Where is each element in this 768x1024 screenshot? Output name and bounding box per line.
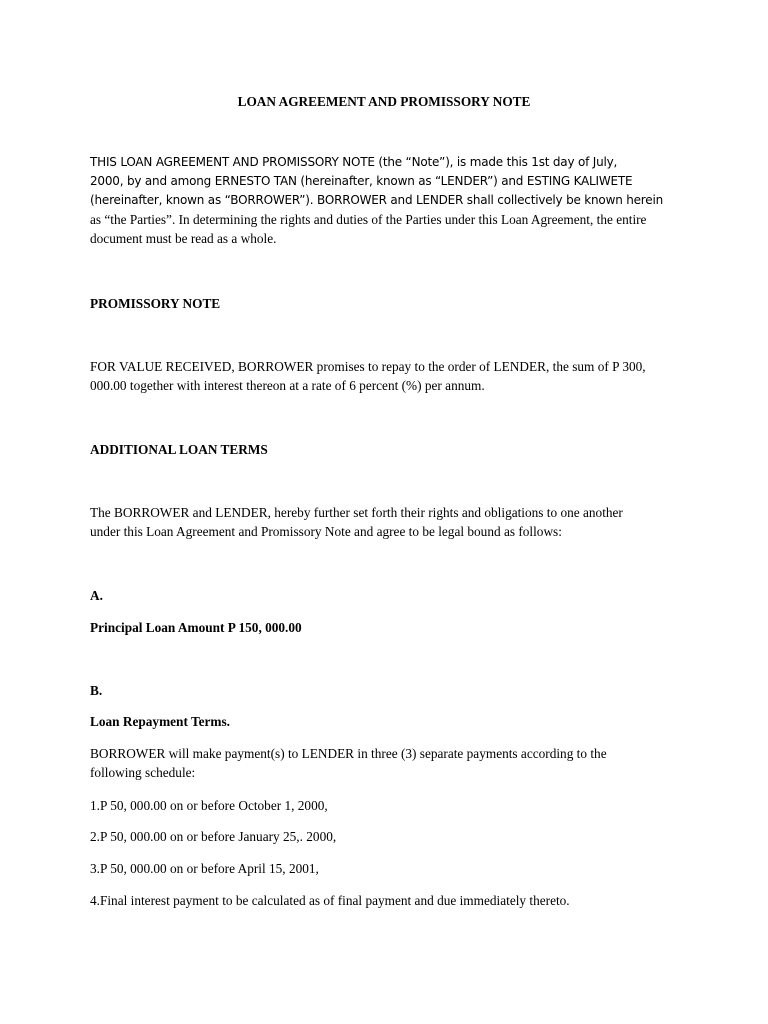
promissory-line-2: 000.00 together with interest thereon at a rate of 6 percent (%) per annum.	[90, 378, 485, 393]
repayment-paragraph	[90, 744, 682, 782]
repayment-line-2: following schedule:	[90, 765, 196, 780]
document-title: LOAN AGREEMENT AND PROMISSORY NOTE	[237, 94, 531, 109]
repayment-terms-heading: Loan Repayment Terms.	[90, 714, 230, 729]
section-a-label: A.	[90, 588, 103, 603]
schedule-item: 3.P 50, 000.00 on or before April 15, 2001,	[90, 861, 319, 876]
additional-terms-heading: ADDITIONAL LOAN TERMS	[90, 442, 268, 457]
principal-amount: Principal Loan Amount P 150, 000.00	[90, 620, 302, 635]
additional-line-1: The BORROWER and LENDER, hereby further set forth their rights and obligations to one another	[90, 505, 623, 520]
schedule-item: 2.P 50, 000.00 on or before January 25,. 2000,	[90, 829, 337, 844]
schedule-item: 4.Final interest payment to be calculated as of final payment and due immediately thereto.	[90, 893, 570, 908]
intro-line-1: THIS LOAN AGREEMENT AND PROMISSORY NOTE (the “Note”), is made this 1st day of July,	[90, 155, 618, 169]
promissory-paragraph	[90, 357, 682, 395]
additional-line-2: under this Loan Agreement and Promissory Note and agree to be legal bound as follows:	[90, 524, 562, 539]
intro-line-5: document must be read as a whole.	[90, 231, 277, 246]
intro-line-4: as “the Parties”. In determining the rights and duties of the Parties under this Loan Agreement, the entire	[90, 212, 647, 227]
schedule-item: 1.P 50, 000.00 on or before October 1, 2000,	[90, 798, 328, 813]
additional-terms-paragraph	[90, 503, 682, 541]
intro-paragraph	[90, 153, 682, 248]
repayment-line-1: BORROWER will make payment(s) to LENDER in three (3) separate payments according to the	[90, 746, 607, 761]
promissory-line-1: FOR VALUE RECEIVED, BORROWER promises to repay to the order of LENDER, the sum of P 300,	[90, 359, 646, 374]
intro-line-3: (hereinafter, known as “BORROWER”). BORROWER and LENDER shall collectively be known herein	[90, 193, 663, 207]
intro-line-2: 2000, by and among ERNESTO TAN (hereinafter, known as “LENDER”) and ESTING KALIWETE	[90, 174, 633, 188]
promissory-heading: PROMISSORY NOTE	[90, 296, 221, 311]
section-b-label: B.	[90, 683, 103, 698]
